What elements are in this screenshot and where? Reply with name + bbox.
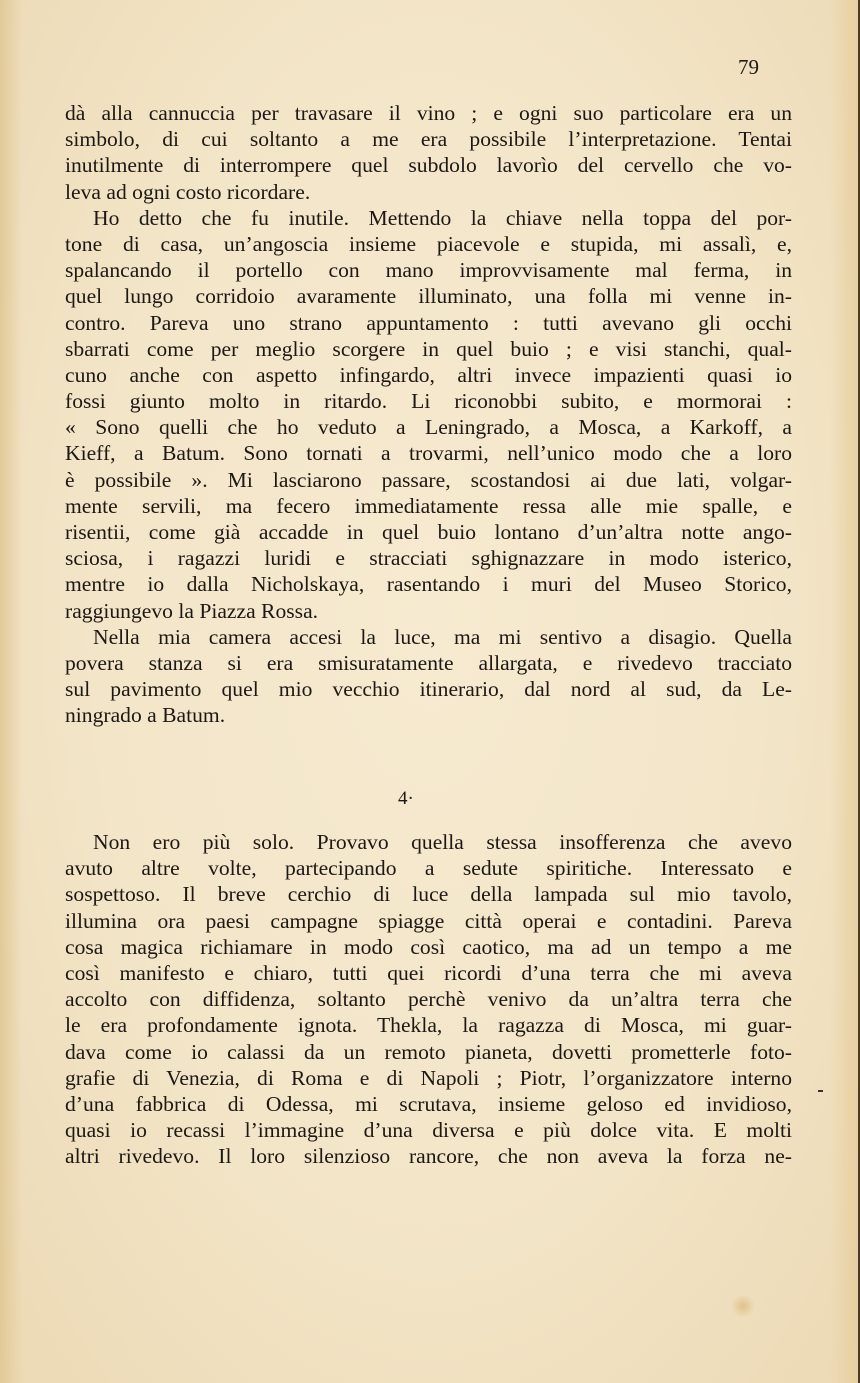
text-line: ningrado a Batum. <box>65 703 226 728</box>
page-shadow-right <box>830 0 860 1383</box>
text-line: Ho detto che fu inutile. Mettendo la chiave nella toppa del por- <box>93 205 792 230</box>
body-text-part-1 <box>65 100 792 729</box>
text-line: leva ad ogni costo ricordare. <box>65 179 311 204</box>
text-line: simbolo, di cui soltanto a me era possibile l’interpretazione. Tentai <box>65 127 792 152</box>
text-line: sospettoso. Il breve cerchio di luce della lampada sul mio tavolo, <box>65 882 792 907</box>
text-line: dà alla cannuccia per travasare il vino ; e ogni suo particolare era un <box>65 101 792 125</box>
text-line: « Sono quelli che ho veduto a Leningrado, a Mosca, a Karkoff, a <box>65 415 792 440</box>
margin-mark <box>818 1090 823 1092</box>
text-line: spalancando il portello con mano improvvisamente mal ferma, in <box>65 258 792 283</box>
text-line: povera stanza si era smisuratamente allargata, e rivedevo tracciato <box>65 650 792 675</box>
text-line: accolto con diffidenza, soltanto perchè venivo da un’altra terra che <box>65 987 792 1012</box>
text-line: d’una fabbrica di Odessa, mi scrutava, insieme geloso ed invidioso, <box>65 1091 792 1116</box>
text-line: mente servili, ma fecero immediatamente ressa alle mie spalle, e <box>65 493 792 518</box>
text-line: illumina ora paesi campagne spiagge città operai e contadini. Pareva <box>65 908 792 933</box>
text-line: altri rivedevo. Il loro silenzioso rancore, che non aveva la forza ne- <box>65 1144 792 1169</box>
text-line: raggiungevo la Piazza Rossa. <box>65 598 319 623</box>
body-text-part-2 <box>65 829 792 1169</box>
text-line: tone di casa, un’angoscia insieme piacevole e stupida, mi assalì, e, <box>65 231 792 256</box>
section-number: 4· <box>398 788 414 809</box>
page-number: 79 <box>738 55 759 79</box>
text-line: è possibile ». Mi lasciarono passare, scostandosi ai due lati, volgar- <box>65 467 792 492</box>
text-line: Non ero più solo. Provavo quella stessa insofferenza che avevo <box>93 830 792 854</box>
text-line: le era profondamente ignota. Thekla, la ragazza di Mosca, mi guar- <box>65 1013 792 1038</box>
text-line: sbarrati come per meglio scorgere in quel buio ; e visi stanchi, qual- <box>65 336 792 361</box>
text-line: inutilmente di interrompere quel subdolo lavorìo del cervello che vo- <box>65 153 792 178</box>
text-line: grafie di Venezia, di Roma e di Napoli ; Piotr, l’organizzatore interno <box>65 1065 792 1090</box>
text-line: sciosa, i ragazzi luridi e stracciati sghignazzare in modo isterico, <box>65 546 792 571</box>
text-line: fossi giunto molto in ritardo. Li riconobbi subito, e mormorai : <box>65 389 792 414</box>
text-line: cuno anche con aspetto infingardo, altri invece impazienti quasi io <box>65 362 792 387</box>
text-line: dava come io calassi da un remoto pianeta, dovetti prometterle foto- <box>65 1039 792 1064</box>
text-line: quel lungo corridoio avaramente illuminato, una folla mi venne in- <box>65 284 792 309</box>
text-line: mentre io dalla Nicholskaya, rasentando i muri del Museo Storico, <box>65 572 792 597</box>
page-shadow-left <box>0 0 22 1383</box>
text-line: contro. Pareva uno strano appuntamento : tutti avevano gli occhi <box>65 310 792 335</box>
text-line: così manifesto e chiaro, tutti quei ricordi d’una terra che mi aveva <box>65 960 792 985</box>
text-line: sul pavimento quel mio vecchio itinerario, dal nord al sud, da Le- <box>65 677 792 702</box>
text-line: avuto altre volte, partecipando a sedute spiritiche. Interessato e <box>65 856 792 881</box>
text-line: cosa magica richiamare in modo così caotico, ma ad un tempo a me <box>65 934 792 959</box>
text-line: Nella mia camera accesi la luce, ma mi sentivo a disagio. Quella <box>93 624 792 649</box>
paper-stain <box>730 1295 756 1317</box>
text-line: risentii, come già accadde in quel buio lontano d’un’altra notte ango- <box>65 520 792 544</box>
text-line: quasi io recassi l’immagine d’una diversa e più dolce vita. E molti <box>65 1118 792 1143</box>
text-line: Kieff, a Batum. Sono tornati a trovarmi, nell’unico modo che a loro <box>65 441 792 466</box>
